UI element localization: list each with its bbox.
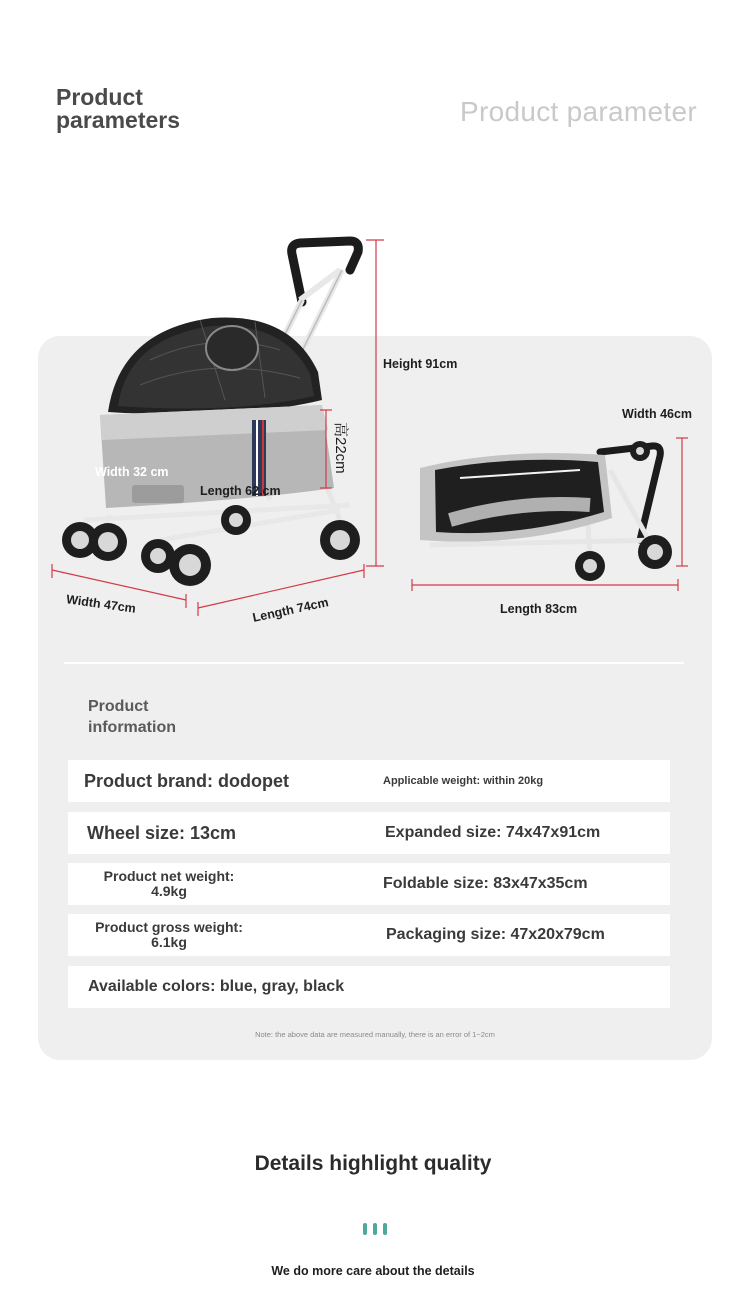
page-title: Product parameters (56, 84, 181, 133)
product-information-title: Product information (88, 698, 176, 736)
net-weight-value: 4.9kg (151, 883, 187, 899)
brand-text: Product brand: dodopet (84, 770, 289, 791)
folded-width-label: Width 46cm (622, 407, 693, 421)
accent-dot (373, 1223, 377, 1235)
packaging-size-text: Packaging size: 47x20x79cm (386, 926, 605, 943)
accent-dot (363, 1223, 367, 1235)
wheel-size-text: Wheel size: 13cm (87, 822, 237, 843)
info-row-colors (68, 966, 670, 1008)
info-row-brand (68, 760, 670, 802)
details-tagline: We do more care about the details (271, 1264, 475, 1278)
folded-stroller-image (420, 441, 672, 581)
folded-length-label: Length 83cm (500, 602, 578, 616)
measurement-note: Note: the above data are measured manually, there is an error of 1~2cm (255, 1030, 495, 1039)
net-weight-label: Product net weight: (103, 868, 235, 884)
accent-dots (361, 1223, 389, 1235)
gross-weight-label: Product gross weight: (95, 919, 243, 935)
foldable-size-text: Foldable size: 83x47x35cm (383, 875, 588, 892)
section-divider (64, 662, 684, 664)
info-row-gross-weight (68, 914, 670, 956)
frame-width-label: Width 47cm (65, 592, 137, 616)
basket-height-label: 高22cm (332, 422, 349, 474)
frame-length-label: Length 74cm (251, 595, 330, 625)
info-row-net-weight (68, 863, 670, 905)
gross-weight-block (69, 920, 269, 950)
info-row-wheel (68, 812, 670, 854)
basket-width-label: Width 32 cm (95, 465, 169, 479)
details-heading: Details highlight quality (254, 1152, 492, 1175)
page-subtitle: Product parameter (460, 96, 697, 127)
expanded-size-text: Expanded size: 74x47x91cm (385, 824, 601, 841)
net-weight-block (69, 869, 269, 899)
applicable-weight-text: Applicable weight: within 20kg (383, 775, 544, 787)
height-label: Height 91cm (383, 357, 458, 371)
accent-dot (383, 1223, 387, 1235)
gross-weight-value: 6.1kg (151, 934, 187, 950)
unfolded-stroller-image (62, 241, 360, 586)
basket-length-label: Length 62.cm (200, 484, 281, 498)
available-colors-text: Available colors: blue, gray, black (88, 978, 345, 995)
